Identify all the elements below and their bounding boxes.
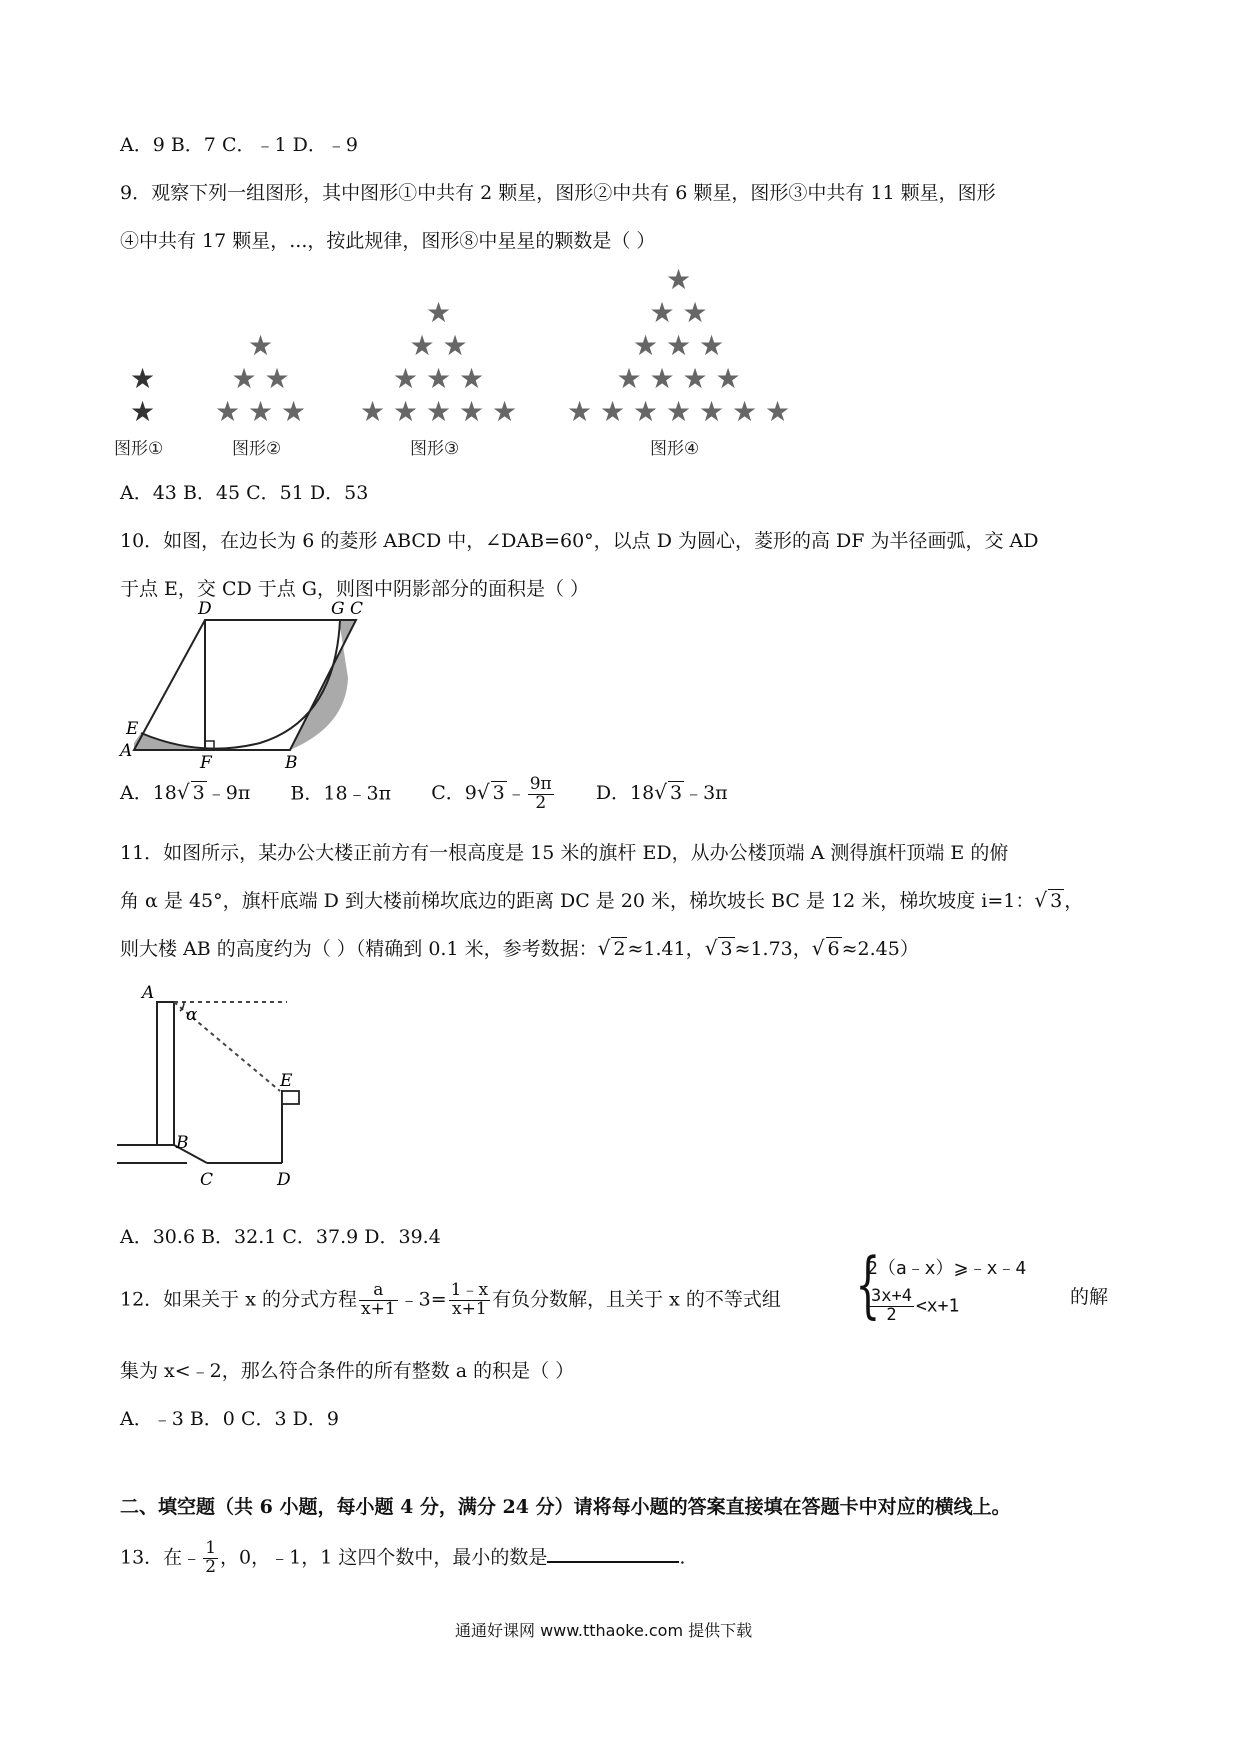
q8-options: A．9 B．7 C．﹣1 D．﹣9 bbox=[120, 134, 358, 156]
q11-stem-line2: 角 α 是 45°，旗杆底端 D 到大楼前梯坎底边的距离 DC 是 20 米，梯坎坡长 BC 是 12 米，梯坎坡度 i=1：√ 3 ， bbox=[120, 888, 1084, 912]
q11-stem-line1: 11．如图所示，某办公大楼正前方有一根高度是 15 米的旗杆 ED，从办公楼顶端 A 测得旗杆顶端 E 的俯 bbox=[120, 842, 1009, 864]
q10-option-b: B．18﹣3π bbox=[290, 782, 392, 805]
star-icon: ★ bbox=[715, 362, 741, 395]
q12-options: A．﹣3 B．0 C．3 D．9 bbox=[120, 1408, 339, 1430]
q9-star-figures bbox=[110, 262, 800, 467]
star-icon: ★ bbox=[426, 296, 452, 329]
q9-stem-line2: ④中共有 17 颗星，...，按此规律，图形⑧中星星的颗数是（ ） bbox=[120, 230, 656, 252]
q13-answer-blank[interactable] bbox=[547, 1541, 679, 1563]
q10-label-g: G bbox=[331, 599, 345, 619]
q10-stem-line1: 10．如图，在边长为 6 的菱形 ABCD 中，∠DAB=60°，以点 D 为圆心，菱形的高 DF 为半径画弧，交 AD bbox=[120, 530, 1039, 552]
star-icon: ★ bbox=[600, 395, 626, 428]
q10-label-b: B bbox=[285, 753, 298, 773]
star-icon: ★ bbox=[459, 395, 485, 428]
star-icon: ★ bbox=[231, 362, 257, 395]
q10-option-d: D．18√ 3 ﹣3π bbox=[595, 780, 728, 805]
q11-stem-line3: 则大楼 AB 的高度约为（ ）（精确到 0.1 米，参考数据：√ 2 ≈1.41，√ 3 ≈1.73，√ 6 ≈2.45） bbox=[120, 936, 919, 960]
star-icon: ★ bbox=[360, 395, 386, 428]
q9-figure-label: 图形① bbox=[114, 439, 164, 459]
q9-figure-label: 图形③ bbox=[410, 439, 460, 459]
star-icon: ★ bbox=[130, 395, 156, 428]
q11-building-diagram bbox=[112, 980, 302, 1195]
q10-label-f: F bbox=[200, 753, 212, 773]
q10-rhombus-diagram bbox=[110, 599, 370, 773]
star-icon: ★ bbox=[765, 395, 791, 428]
q10-label-a: A bbox=[120, 741, 133, 761]
star-icon: ★ bbox=[426, 362, 452, 395]
q11-flag bbox=[282, 1091, 299, 1104]
q9-options: A．43 B．45 C．51 D．53 bbox=[120, 482, 369, 504]
star-icon: ★ bbox=[682, 296, 708, 329]
star-icon: ★ bbox=[248, 329, 274, 362]
q12-inequality-2: $\frac{3x+4}{2}$ <x+1 bbox=[871, 1286, 960, 1325]
star-icon: ★ bbox=[682, 362, 708, 395]
star-icon: ★ bbox=[264, 362, 290, 395]
star-icon: ★ bbox=[633, 329, 659, 362]
q10-options bbox=[120, 776, 728, 813]
star-icon: ★ bbox=[393, 362, 419, 395]
star-icon: ★ bbox=[248, 395, 274, 428]
q12-stem-line1: 12．如果关于 x 的分式方程 $\frac{a}{x+1}$ ﹣3= $\frac{1﹣x}{x+1}$ 有负分数解，且关于 x 的不等式组 bbox=[120, 1280, 781, 1319]
star-icon: ★ bbox=[616, 362, 642, 395]
q10-label-e: E bbox=[126, 719, 139, 739]
q11-label-e: E bbox=[280, 1071, 293, 1091]
q13-stem: 13．在﹣ $\frac{1}{2}$ ，0，﹣1，1 这四个数中，最小的数是 . bbox=[120, 1538, 686, 1577]
star-icon: ★ bbox=[666, 395, 692, 428]
page-footer: 通通好课网 www.tthaoke.com 提供下载 bbox=[455, 1621, 753, 1640]
star-icon: ★ bbox=[393, 395, 419, 428]
star-icon: ★ bbox=[699, 329, 725, 362]
star-icon: ★ bbox=[649, 362, 675, 395]
q12-brace: { bbox=[855, 1242, 881, 1326]
q10-label-d: D bbox=[198, 599, 212, 619]
star-icon: ★ bbox=[633, 395, 659, 428]
q9-figure-label: 图形② bbox=[232, 439, 282, 459]
q11-label-a: A bbox=[142, 983, 155, 1003]
q11-label-c: C bbox=[200, 1170, 214, 1190]
q12-stem-line2: 集为 x<﹣2，那么符合条件的所有整数 a 的积是（ ） bbox=[120, 1360, 575, 1382]
q11-options: A．30.6 B．32.1 C．37.9 D．39.4 bbox=[120, 1226, 441, 1248]
star-icon: ★ bbox=[699, 395, 725, 428]
star-icon: ★ bbox=[567, 395, 593, 428]
q12-inequality-1: 2（a﹣x）⩾﹣x﹣4 bbox=[867, 1258, 1027, 1279]
q11-angle-arc bbox=[180, 1002, 184, 1011]
star-icon: ★ bbox=[649, 296, 675, 329]
star-icon: ★ bbox=[215, 395, 241, 428]
q12-inequality-system bbox=[845, 1242, 1075, 1336]
q11-building-ab bbox=[157, 1002, 174, 1145]
star-icon: ★ bbox=[666, 263, 692, 296]
section2-title: 二、填空题（共 6 小题，每小题 4 分，满分 24 分）请将每小题的答案直接填在答题卡中对应的横线上。 bbox=[120, 1496, 1011, 1518]
q11-label-alpha: α bbox=[186, 1005, 198, 1025]
star-icon: ★ bbox=[281, 395, 307, 428]
q10-stem-line2: 于点 E，交 CD 于点 G，则图中阴影部分的面积是（ ） bbox=[120, 578, 590, 600]
q10-option-a: A．18√ 3 ﹣9π bbox=[120, 780, 251, 805]
star-icon: ★ bbox=[442, 329, 468, 362]
star-icon: ★ bbox=[459, 362, 485, 395]
q10-option-c: C．9√ 3 ﹣ $\frac{9\pi}{2}$ bbox=[431, 774, 552, 813]
q10-label-c: C bbox=[350, 599, 364, 619]
star-icon: ★ bbox=[426, 395, 452, 428]
q9-figure-label: 图形④ bbox=[650, 439, 700, 459]
star-icon: ★ bbox=[666, 329, 692, 362]
q12-stem-post: 的解 bbox=[1070, 1286, 1109, 1308]
q11-label-d: D bbox=[277, 1170, 291, 1190]
q9-stem-line1: 9．观察下列一组图形，其中图形①中共有 2 颗星，图形②中共有 6 颗星，图形③中共有 11 颗星，图形 bbox=[120, 182, 996, 204]
star-icon: ★ bbox=[130, 362, 156, 395]
q10-rhombus bbox=[134, 620, 356, 750]
star-icon: ★ bbox=[732, 395, 758, 428]
star-icon: ★ bbox=[492, 395, 518, 428]
q11-label-b: B bbox=[176, 1133, 189, 1153]
star-icon: ★ bbox=[409, 329, 435, 362]
